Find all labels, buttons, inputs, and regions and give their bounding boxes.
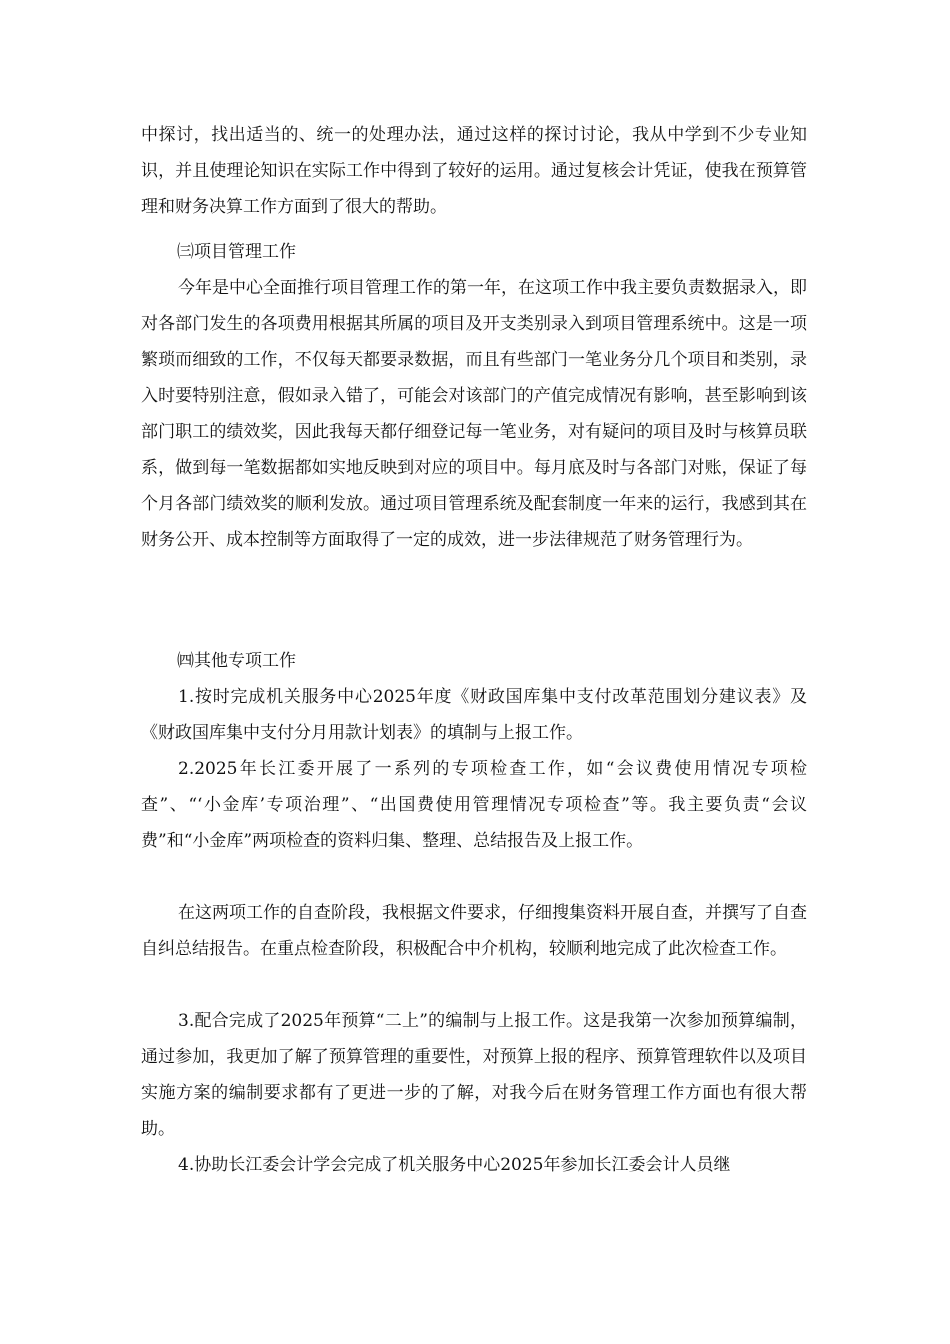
- paragraph-accounting-review: 中探讨，找出适当的、统一的处理办法，通过这样的探讨讨论，我从中学到不少专业知识，并且使理论知识在实际工作中得到了较好的运用。通过复核会计凭证，使我在预算管理和财务决算工作方面到了很大的帮助。: [141, 125, 807, 217]
- paragraph-item-1: 1.按时完成机关服务中心2025年度《财政国库集中支付改革范围划分建议表》及《财政国库集中支付分月用款计划表》的填制与上报工作。: [141, 687, 807, 743]
- section-heading-project-management: ㈢项目管理工作: [177, 242, 296, 262]
- section-heading-other-work: ㈣其他专项工作: [177, 651, 296, 671]
- paragraph-self-check: 在这两项工作的自查阶段，我根据文件要求，仔细搜集资料开展自查，并撰写了自查自纠总结报告。在重点检查阶段，积极配合中介机构，较顺利地完成了此次检查工作。: [141, 903, 807, 959]
- paragraph-item-2: 2.2025年长江委开展了一系列的专项检查工作，如“会议费使用情况专项检查”、“‘小金库’专项治理”、“出国费使用管理情况专项检查”等。我主要负责“会议费”和“小金库”两项检查的资料归集、整理、总结报告及上报工作。: [141, 759, 807, 851]
- paragraph-item-3: 3.配合完成了2025年预算“二上”的编制与上报工作。这是我第一次参加预算编制，通过参加，我更加了解了预算管理的重要性，对预算上报的程序、预算管理软件以及项目实施方案的编制要求都有了更进一步的了解，对我今后在财务管理工作方面也有很大帮助。: [141, 1011, 807, 1139]
- paragraph-project-management: 今年是中心全面推行项目管理工作的第一年，在这项工作中我主要负责数据录入，即对各部门发生的各项费用根据其所属的项目及开支类别录入到项目管理系统中。这是一项繁琐而细致的工作，不仅每天都要录数据，而且有些部门一笔业务分几个项目和类别，录入时要特别注意，假如录入错了，可能会对该部门的产值完成情况有影响，甚至影响到该部门职工的绩效奖，因此我每天都仔细登记每一笔业务，对有疑问的项目及时与核算员联系，做到每一笔数据都如实地反映到对应的项目中。每月底及时与各部门对账，保证了每个月各部门绩效奖的顺利发放。通过项目管理系统及配套制度一年来的运行，我感到其在财务公开、成本控制等方面取得了一定的成效，进一步法律规范了财务管理行为。: [141, 278, 807, 550]
- paragraph-item-4: 4.协助长江委会计学会完成了机关服务中心2025年参加长江委会计人员继: [178, 1155, 731, 1175]
